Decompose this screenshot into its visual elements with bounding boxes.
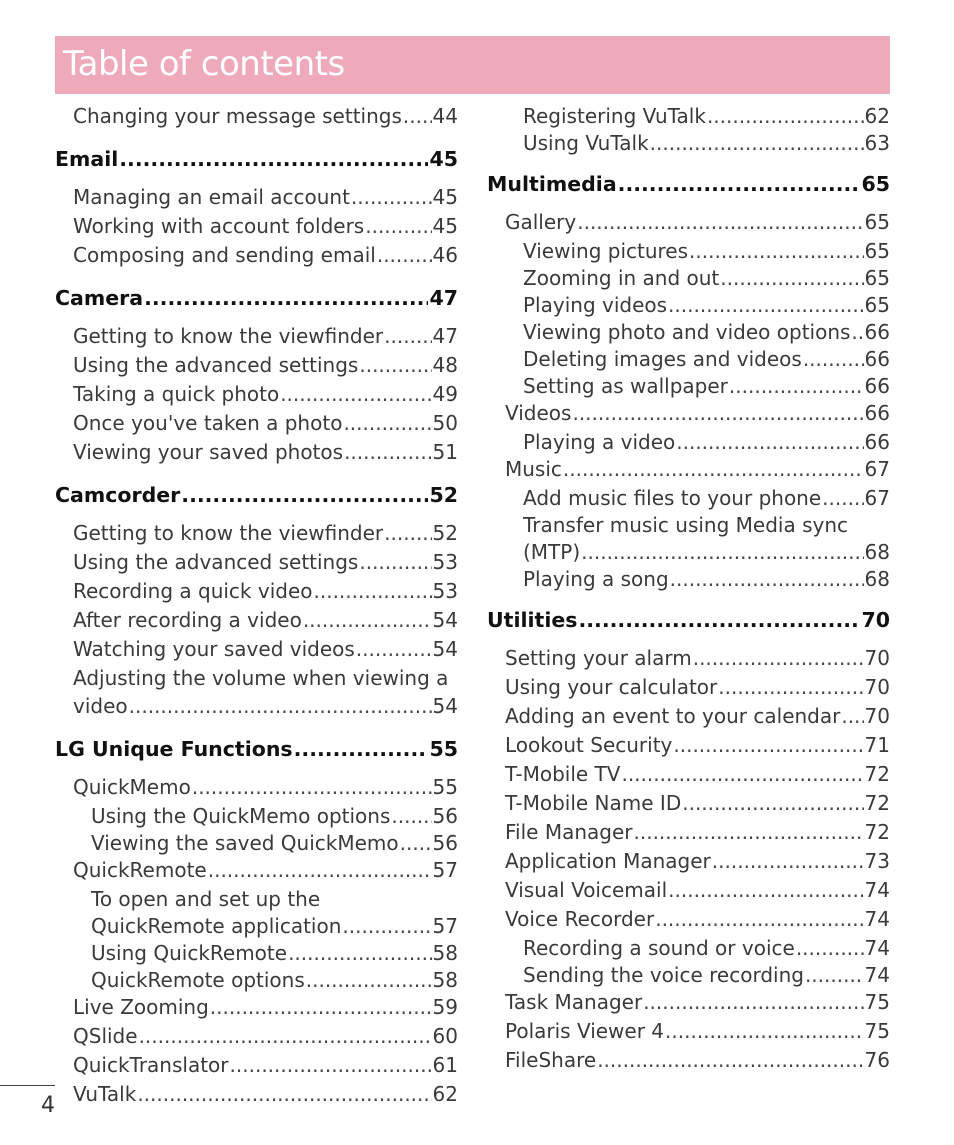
toc-entry-page: 72 xyxy=(864,820,890,844)
dot-leader xyxy=(581,540,863,564)
toc-entry-title: QuickMemo xyxy=(73,775,191,799)
toc-section-heading[interactable] xyxy=(55,469,458,521)
toc-entry[interactable] xyxy=(487,486,890,513)
toc-entry[interactable] xyxy=(55,831,458,858)
toc-entry-title: Lookout Security xyxy=(505,733,673,757)
toc-entry-page: 62 xyxy=(864,104,890,128)
toc-entry-page: 66 xyxy=(864,374,890,398)
toc-entry[interactable] xyxy=(55,411,458,440)
toc-entry[interactable] xyxy=(487,849,890,878)
toc-entry-title: Using your calculator xyxy=(505,675,718,699)
toc-entry-page: 52 xyxy=(432,521,458,545)
dot-leader xyxy=(303,608,432,632)
toc-entry-title: Using VuTalk xyxy=(523,131,649,155)
toc-entry[interactable] xyxy=(55,637,458,666)
dot-leader xyxy=(208,858,432,882)
toc-entry-page: 54 xyxy=(432,608,458,632)
dot-leader xyxy=(572,401,863,425)
toc-entry-page: 57 xyxy=(432,858,458,882)
toc-entry[interactable] xyxy=(55,382,458,411)
dot-leader xyxy=(673,733,863,757)
toc-entry[interactable] xyxy=(487,762,890,791)
dot-leader xyxy=(139,1024,432,1048)
toc-entry[interactable] xyxy=(487,733,890,762)
toc-left-column xyxy=(55,104,458,1111)
toc-entry-title: Deleting images and videos xyxy=(523,347,802,371)
toc-entry-page: 49 xyxy=(432,382,458,406)
toc-entry[interactable] xyxy=(487,104,890,131)
toc-entry-title: Utilities xyxy=(487,608,578,632)
toc-entry-page: 70 xyxy=(864,646,890,670)
toc-entry-page: 46 xyxy=(432,243,458,267)
toc-entry[interactable] xyxy=(487,540,890,567)
toc-entry[interactable] xyxy=(55,995,458,1024)
toc-entry-title: Live Zooming xyxy=(73,995,209,1019)
toc-entry-title-line: Transfer music using Media sync xyxy=(523,513,848,537)
toc-entry-title: Once you've taken a photo xyxy=(73,411,343,435)
toc-entry-title: Changing your message settings xyxy=(73,104,402,128)
toc-entry-page: 56 xyxy=(432,831,458,855)
toc-entry-page: 76 xyxy=(864,1048,890,1072)
toc-entry-title: Playing a song xyxy=(523,567,669,591)
toc-entry[interactable] xyxy=(487,1019,890,1048)
toc-entry-title: QuickRemote options xyxy=(91,968,305,992)
toc-entry-page: 61 xyxy=(432,1053,458,1077)
toc-entry-page: 52 xyxy=(429,483,458,507)
toc-entry-title: Recording a sound or voice xyxy=(523,936,795,960)
toc-entry-page: 53 xyxy=(432,550,458,574)
toc-entry[interactable] xyxy=(55,1053,458,1082)
dot-leader xyxy=(634,820,864,844)
dot-leader xyxy=(682,791,863,815)
toc-entry[interactable] xyxy=(55,324,458,353)
toc-entry[interactable] xyxy=(55,353,458,382)
toc-entry-page: 65 xyxy=(864,210,890,234)
toc-entry-page: 74 xyxy=(864,907,890,931)
toc-entry[interactable] xyxy=(487,990,890,1019)
dot-leader xyxy=(365,214,431,238)
toc-entry-page: 66 xyxy=(864,430,890,454)
toc-entry-title: Viewing pictures xyxy=(523,239,689,263)
toc-entry-title: Using the advanced settings xyxy=(73,353,359,377)
toc-section-heading[interactable] xyxy=(487,158,890,210)
toc-entry-title: Using QuickRemote xyxy=(91,941,288,965)
dot-leader xyxy=(650,131,864,155)
toc-entry[interactable] xyxy=(487,239,890,266)
toc-entry-title: Taking a quick photo xyxy=(73,382,280,406)
toc-entry[interactable] xyxy=(55,243,458,272)
toc-entry[interactable] xyxy=(487,704,890,733)
dot-leader xyxy=(851,320,863,344)
toc-entry-page: 60 xyxy=(432,1024,458,1048)
toc-entry-page: 74 xyxy=(864,936,890,960)
toc-entry[interactable] xyxy=(487,293,890,320)
toc-entry-title: Visual Voicemail xyxy=(505,878,668,902)
toc-entry[interactable] xyxy=(487,210,890,239)
toc-entry-page: 58 xyxy=(432,968,458,992)
dot-leader xyxy=(119,147,428,171)
toc-entry-title: Viewing photo and video options xyxy=(523,320,851,344)
toc-entry-title: Playing videos xyxy=(523,293,668,317)
toc-entry-title: Camera xyxy=(55,286,144,310)
dot-leader xyxy=(712,849,864,873)
dot-leader xyxy=(729,374,864,398)
toc-entry[interactable] xyxy=(487,567,890,594)
dot-leader xyxy=(288,941,431,965)
dot-leader xyxy=(359,353,431,377)
toc-entry-title: Videos xyxy=(505,401,572,425)
toc-entry-title: Watching your saved videos xyxy=(73,637,355,661)
dot-leader xyxy=(359,550,431,574)
dot-leader xyxy=(400,831,432,855)
dot-leader xyxy=(384,521,431,545)
toc-entry[interactable] xyxy=(487,963,890,990)
toc-entry-page: 66 xyxy=(864,320,890,344)
toc-entry-title: Camcorder xyxy=(55,483,181,507)
dot-leader xyxy=(618,172,861,196)
toc-entry-title: Sending the voice recording xyxy=(523,963,804,987)
toc-entry-title: Add music files to your phone xyxy=(523,486,822,510)
toc-entry-page: 72 xyxy=(864,791,890,815)
toc-entry-page: 75 xyxy=(864,1019,890,1043)
toc-entry-page: 70 xyxy=(864,675,890,699)
toc-entry[interactable] xyxy=(487,457,890,486)
toc-entry-title: Setting as wallpaper xyxy=(523,374,728,398)
dot-leader xyxy=(707,104,864,128)
toc-entry-page: 53 xyxy=(432,579,458,603)
toc-entry-page: 62 xyxy=(432,1082,458,1106)
dot-leader xyxy=(343,411,431,435)
toc-entry[interactable] xyxy=(55,550,458,579)
toc-entry-page: 68 xyxy=(864,567,890,591)
dot-leader xyxy=(693,646,864,670)
toc-entry-page: 45 xyxy=(429,147,458,171)
dot-leader xyxy=(668,878,863,902)
toc-entry-page: 48 xyxy=(432,353,458,377)
dot-leader xyxy=(280,382,431,406)
toc-entry-title: Setting your alarm xyxy=(505,646,692,670)
toc-entry-page: 68 xyxy=(864,540,890,564)
dot-leader xyxy=(181,483,428,507)
toc-entry-page: 63 xyxy=(864,131,890,155)
toc-entry-title: Application Manager xyxy=(505,849,711,873)
dot-leader xyxy=(803,347,864,371)
toc-entry[interactable] xyxy=(487,401,890,430)
toc-entry-title: Task Manager xyxy=(505,990,643,1014)
toc-entry-title: Viewing your saved photos xyxy=(73,440,344,464)
toc-entry[interactable] xyxy=(487,430,890,457)
toc-entry-title: After recording a video xyxy=(73,608,302,632)
toc-entry-title: Adding an event to your calendar xyxy=(505,704,841,728)
toc-entry-page: 65 xyxy=(864,266,890,290)
dot-leader xyxy=(676,430,863,454)
dot-leader xyxy=(577,210,863,234)
toc-entry-page: 74 xyxy=(864,878,890,902)
toc-entry-title: T-Mobile TV xyxy=(505,762,621,786)
toc-entry-title: Playing a video xyxy=(523,430,676,454)
toc-entry-title: Registering VuTalk xyxy=(523,104,706,128)
toc-entry-page: 55 xyxy=(432,775,458,799)
toc-entry-title: Viewing the saved QuickMemo xyxy=(91,831,399,855)
toc-entry-title: File Manager xyxy=(505,820,633,844)
toc-entry[interactable] xyxy=(55,1024,458,1053)
dot-leader xyxy=(665,1019,864,1043)
dot-leader xyxy=(720,266,863,290)
toc-section-heading[interactable] xyxy=(55,133,458,185)
toc-entry-title: Getting to know the viewfinder xyxy=(73,521,384,545)
toc-entry[interactable] xyxy=(55,185,458,214)
toc-entry[interactable] xyxy=(487,820,890,849)
toc-entry-page: 56 xyxy=(432,804,458,828)
page-number: 4 xyxy=(41,1093,55,1118)
dot-leader xyxy=(356,637,432,661)
toc-entry-title: Getting to know the viewfinder xyxy=(73,324,384,348)
toc-entry[interactable] xyxy=(55,941,458,968)
dot-leader xyxy=(342,914,431,938)
dot-leader xyxy=(144,286,428,310)
toc-entry[interactable] xyxy=(487,791,890,820)
toc-entry-page: 71 xyxy=(864,733,890,757)
toc-entry[interactable] xyxy=(55,579,458,608)
dot-leader xyxy=(137,1082,431,1106)
toc-entry-title: Zooming in and out xyxy=(523,266,720,290)
toc-entry-page: 47 xyxy=(429,286,458,310)
dot-leader xyxy=(563,457,864,481)
toc-entry-title: FileShare xyxy=(505,1048,597,1072)
toc-entry-page: 73 xyxy=(864,849,890,873)
toc-entry-title: Using the advanced settings xyxy=(73,550,359,574)
toc-entry[interactable] xyxy=(55,521,458,550)
dot-leader xyxy=(230,1053,432,1077)
toc-entry[interactable] xyxy=(487,320,890,347)
toc-entry-page: 65 xyxy=(864,239,890,263)
toc-entry-title: VuTalk xyxy=(73,1082,137,1106)
toc-entry-page: 55 xyxy=(429,737,458,761)
toc-entry[interactable] xyxy=(487,374,890,401)
toc-entry-page: 47 xyxy=(432,324,458,348)
toc-entry-title-line: To open and set up the xyxy=(91,887,321,911)
toc-entry[interactable] xyxy=(55,804,458,831)
toc-entry[interactable] xyxy=(487,907,890,936)
toc-entry[interactable] xyxy=(55,440,458,469)
toc-entry-title: Email xyxy=(55,147,119,171)
toc-entry-title-line: Adjusting the volume when viewing a xyxy=(73,666,449,690)
dot-leader xyxy=(655,907,863,931)
toc-entry[interactable] xyxy=(487,347,890,374)
toc-entry-page: 66 xyxy=(864,347,890,371)
toc-section-heading[interactable] xyxy=(487,594,890,646)
dot-leader xyxy=(621,762,863,786)
dot-leader xyxy=(822,486,863,510)
toc-entry[interactable] xyxy=(487,936,890,963)
toc-entry-page: 75 xyxy=(864,990,890,1014)
toc-entry-title: Polaris Viewer 4 xyxy=(505,1019,665,1043)
toc-entry[interactable] xyxy=(55,694,458,723)
toc-entry[interactable] xyxy=(55,608,458,637)
toc-entry-title: LG Unique Functions xyxy=(55,737,293,761)
toc-section-heading[interactable] xyxy=(55,723,458,775)
dot-leader xyxy=(314,579,432,603)
dot-leader xyxy=(841,704,863,728)
dot-leader xyxy=(192,775,432,799)
toc-entry[interactable] xyxy=(55,1082,458,1111)
toc-entry-page: 66 xyxy=(864,401,890,425)
toc-section-heading[interactable] xyxy=(55,272,458,324)
toc-entry[interactable] xyxy=(487,131,890,158)
page-title: Table of contents xyxy=(63,44,345,84)
toc-entry-page: 57 xyxy=(432,914,458,938)
dot-leader xyxy=(344,440,431,464)
toc-entry-title: QuickTranslator xyxy=(73,1053,229,1077)
dot-leader xyxy=(670,567,864,591)
toc-entry-title: video xyxy=(73,694,128,718)
toc-entry-title: (MTP) xyxy=(523,540,581,564)
dot-leader xyxy=(578,608,860,632)
toc-entry[interactable] xyxy=(55,214,458,243)
toc-entry-page: 50 xyxy=(432,411,458,435)
toc-entry-page: 67 xyxy=(864,457,890,481)
toc-entry-page: 70 xyxy=(864,704,890,728)
toc-right-column xyxy=(487,104,890,1077)
dot-leader xyxy=(294,737,429,761)
toc-entry-page: 44 xyxy=(432,104,458,128)
dot-leader xyxy=(391,804,431,828)
dot-leader xyxy=(668,293,864,317)
toc-entry[interactable] xyxy=(487,646,890,675)
toc-entry-title: Recording a quick video xyxy=(73,579,313,603)
dot-leader xyxy=(796,936,864,960)
toc-entry[interactable] xyxy=(55,104,458,133)
toc-entry-page: 54 xyxy=(432,637,458,661)
toc-entry-title: Composing and sending email xyxy=(73,243,376,267)
toc-entry-page: 67 xyxy=(864,486,890,510)
dot-leader xyxy=(377,243,432,267)
toc-entry-page: 54 xyxy=(432,694,458,718)
toc-entry-title: T-Mobile Name ID xyxy=(505,791,682,815)
dot-leader xyxy=(718,675,863,699)
dot-leader xyxy=(351,185,432,209)
toc-entry[interactable] xyxy=(55,775,458,804)
toc-entry-page: 45 xyxy=(432,185,458,209)
toc-entry-title: Voice Recorder xyxy=(505,907,655,931)
dot-leader xyxy=(403,104,432,128)
dot-leader xyxy=(643,990,863,1014)
toc-entry-title: Music xyxy=(505,457,562,481)
toc-entry-page: 70 xyxy=(861,608,890,632)
header-banner xyxy=(55,36,890,94)
toc-entry[interactable] xyxy=(487,675,890,704)
dot-leader xyxy=(384,324,431,348)
toc-entry-title: Multimedia xyxy=(487,172,617,196)
dot-leader xyxy=(805,963,864,987)
toc-entry-title: QuickRemote application xyxy=(91,914,342,938)
toc-entry-page: 51 xyxy=(432,440,458,464)
toc-entry-page: 74 xyxy=(864,963,890,987)
dot-leader xyxy=(210,995,432,1019)
toc-entry[interactable] xyxy=(55,968,458,995)
dot-leader xyxy=(597,1048,863,1072)
toc-entry[interactable] xyxy=(55,858,458,887)
toc-entry-title: Managing an email account xyxy=(73,185,350,209)
toc-entry[interactable] xyxy=(487,266,890,293)
toc-entry-title: QSlide xyxy=(73,1024,138,1048)
toc-entry-title: QuickRemote xyxy=(73,858,207,882)
toc-entry-title: Using the QuickMemo options xyxy=(91,804,391,828)
toc-entry-page: 59 xyxy=(432,995,458,1019)
toc-entry[interactable] xyxy=(55,914,458,941)
toc-entry-page: 58 xyxy=(432,941,458,965)
dot-leader xyxy=(129,694,432,718)
toc-entry[interactable] xyxy=(487,1048,890,1077)
dot-leader xyxy=(306,968,432,992)
dot-leader xyxy=(689,239,864,263)
footer-divider xyxy=(0,1085,55,1086)
toc-entry[interactable] xyxy=(487,878,890,907)
toc-entry-page: 65 xyxy=(864,293,890,317)
toc-entry-page: 45 xyxy=(432,214,458,238)
toc-entry-title: Gallery xyxy=(505,210,577,234)
toc-entry-page: 65 xyxy=(861,172,890,196)
toc-entry-title: Working with account folders xyxy=(73,214,365,238)
toc-entry-page: 72 xyxy=(864,762,890,786)
